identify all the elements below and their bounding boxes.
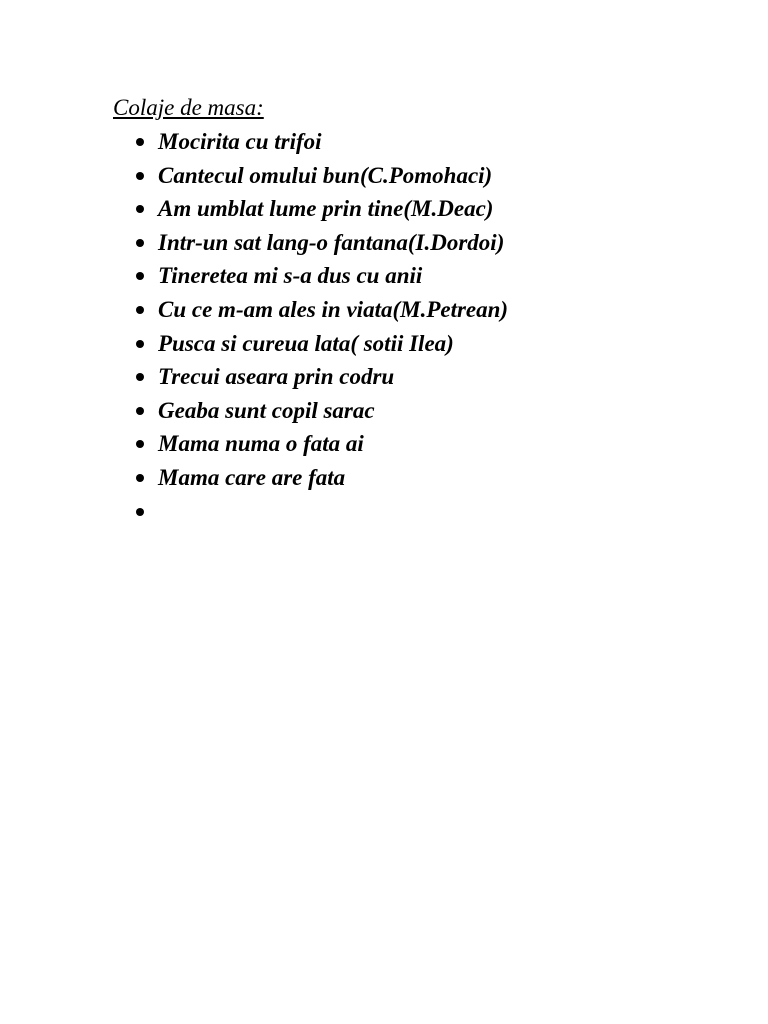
bullet-icon <box>136 172 144 180</box>
list-item-text: Mocirita cu trifoi <box>158 129 322 154</box>
document-heading: Colaje de masa: <box>113 95 264 120</box>
bullet-icon <box>136 340 144 348</box>
bullet-icon <box>136 306 144 314</box>
bullet-icon <box>136 138 144 146</box>
bullet-icon <box>136 440 144 448</box>
list-item-text: Am umblat lume prin tine(M.Deac) <box>158 196 494 222</box>
list-item-text: Cu ce m-am ales in viata(M.Petrean) <box>158 296 509 322</box>
list-item-text: Mama care are fata <box>158 464 346 490</box>
list-item-text: Cantecul omului bun(C.Pomohaci) <box>158 162 493 188</box>
bullet-icon <box>136 373 144 381</box>
list-item-text: Tineretea mi s-a dus cu anii <box>158 263 423 289</box>
list-item-text: Mama numa o fata ai <box>158 431 364 457</box>
bullet-icon <box>136 508 144 516</box>
list-item-text: Intr-un sat lang-o fantana(I.Dordoi) <box>158 229 505 255</box>
bullet-icon <box>136 272 144 280</box>
bullet-icon <box>136 239 144 247</box>
bullet-icon <box>136 407 144 415</box>
list-item-text: Geaba sunt copil sarac <box>158 397 375 423</box>
list-item-text: Trecui aseara prin codru <box>158 364 395 390</box>
bullet-icon <box>136 205 144 213</box>
bullet-icon <box>136 474 144 482</box>
list-item-text: Pusca si cureua lata( sotii Ilea) <box>158 330 454 356</box>
